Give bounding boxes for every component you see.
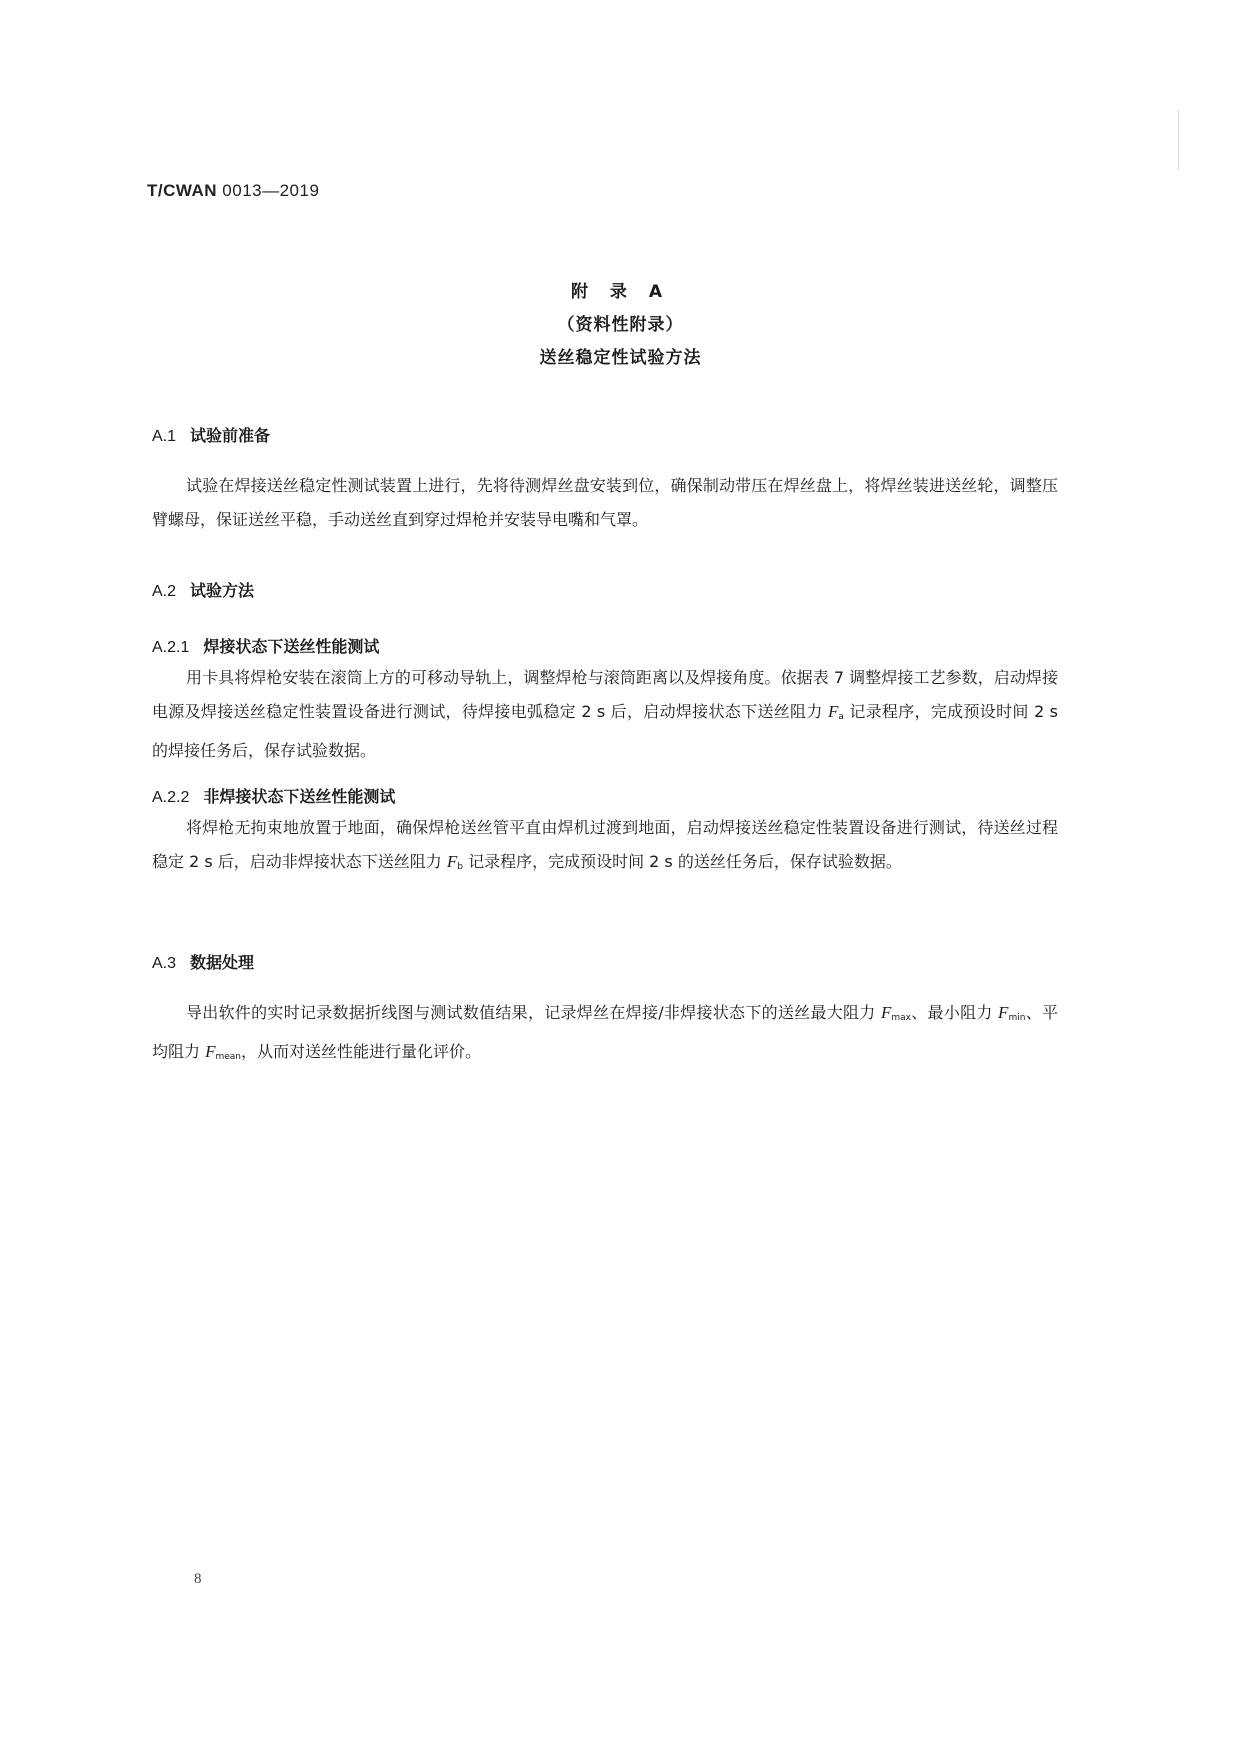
mean-resistance-subscript: mean bbox=[215, 1052, 242, 1062]
min-resistance-symbol: F bbox=[998, 1003, 1009, 1022]
resistance-symbol: F bbox=[446, 852, 458, 871]
section-a21-text-before: 用卡具将焊枪安装在滚筒上方的可移动导轨上，调整焊枪与滚筒距离以及焊接角度。依据表 7 调整焊接工艺参数，启动焊接电源及焊接送丝稳定性装置设备进行测试，待焊接电弧稳定 2 s 后，启动焊接状态下送丝阻力 bbox=[152, 668, 1058, 721]
page-number: 8 bbox=[194, 1571, 202, 1587]
resistance-subscript: a bbox=[838, 712, 844, 722]
section-a3-text-1: 导出软件的实时记录数据折线图与测试数值结果，记录焊丝在焊接/非焊接状态下的送丝最大阻力 bbox=[186, 1003, 881, 1022]
annex-title: 附 录 A bbox=[571, 282, 670, 302]
section-a2-number: A.2 bbox=[152, 583, 177, 600]
section-a22-title: 非焊接状态下送丝性能测试 bbox=[203, 787, 396, 806]
mean-resistance-symbol: F bbox=[205, 1042, 216, 1061]
section-a21-paragraph bbox=[152, 661, 1058, 768]
section-a22-heading bbox=[152, 784, 395, 807]
section-a22-text-after: 记录程序，完成预设时间 2 s 的送丝任务后，保存试验数据。 bbox=[462, 852, 902, 871]
section-a22-paragraph bbox=[152, 811, 1058, 884]
section-a1-heading bbox=[152, 423, 270, 446]
section-a22-number: A.2.2 bbox=[152, 789, 190, 806]
section-a21-heading bbox=[152, 634, 379, 657]
scan-edge-line bbox=[1178, 110, 1179, 170]
section-a3-title: 数据处理 bbox=[190, 953, 255, 972]
annex-name: 送丝稳定性试验方法 bbox=[539, 348, 702, 368]
section-a21-text-after: 记录程序，完成预设时间 2 s 的焊接任务后，保存试验数据。 bbox=[152, 702, 1058, 760]
resistance-subscript: b bbox=[457, 862, 463, 872]
section-a3-text-4: ，从而对送丝性能进行量化评价。 bbox=[241, 1042, 482, 1061]
section-a22-text-before: 将焊枪无拘束地放置于地面，确保焊枪送丝管平直由焊机过渡到地面，启动焊接送丝稳定性装置设备进行测试，待送丝过程稳定 2 s 后，启动非焊接状态下送丝阻力 bbox=[152, 818, 1058, 871]
section-a21-title: 焊接状态下送丝性能测试 bbox=[203, 637, 380, 656]
section-a21-number: A.2.1 bbox=[152, 639, 190, 656]
resistance-symbol: F bbox=[828, 702, 839, 721]
min-resistance-subscript: min bbox=[1008, 1013, 1026, 1023]
section-a1-paragraph: 试验在焊接送丝稳定性测试装置上进行，先将待测焊丝盘安装到位，确保制动带压在焊丝盘上，将焊丝装进送丝轮，调整压臂螺母，保证送丝平稳，手动送丝直到穿过焊枪并安装导电嘴和气罩。 bbox=[152, 476, 1058, 529]
section-a1-number: A.1 bbox=[152, 428, 177, 445]
max-resistance-subscript: max bbox=[891, 1013, 911, 1023]
section-a3-text-2: 、最小阻力 bbox=[910, 1003, 999, 1022]
max-resistance-symbol: F bbox=[880, 1003, 892, 1022]
section-a3-heading bbox=[152, 950, 254, 973]
standard-code bbox=[147, 181, 319, 201]
standard-number: 0013—2019 bbox=[222, 181, 320, 200]
section-a3-text-3: 、平均阻力 bbox=[152, 1003, 1058, 1061]
annex-type: （资料性附录） bbox=[557, 315, 684, 335]
section-a2-title: 试验方法 bbox=[190, 581, 255, 600]
standard-prefix: T/CWAN bbox=[147, 181, 218, 200]
section-a3-number: A.3 bbox=[152, 955, 177, 972]
section-a3-paragraph bbox=[152, 996, 1058, 1074]
section-a1-title: 试验前准备 bbox=[190, 426, 271, 445]
section-a2-heading bbox=[152, 578, 254, 601]
